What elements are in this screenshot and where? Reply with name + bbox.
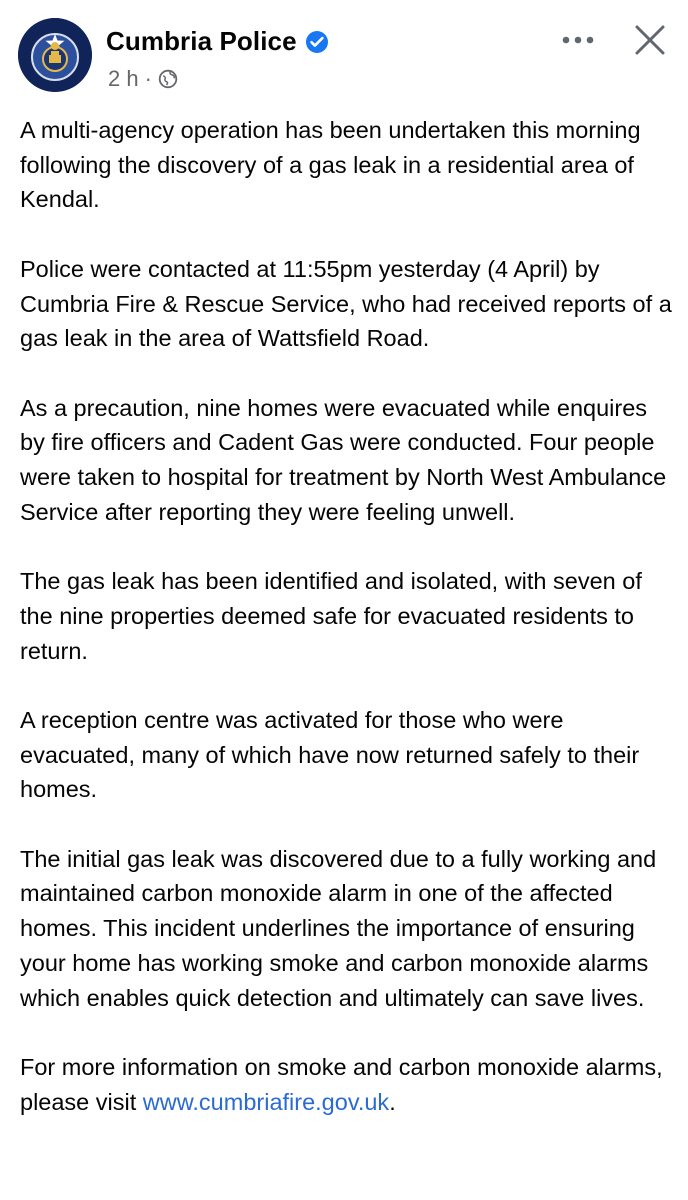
- post-paragraph: Police were contacted at 11:55pm yesterday (4 April) by Cumbria Fire & Rescue Service, who had received reports of a gas leak in the area of Wattsfield Road.: [20, 255, 672, 352]
- website-link[interactable]: www.cumbriafire.gov.uk: [142, 1088, 390, 1115]
- globe-icon: [158, 69, 178, 89]
- page-name[interactable]: Cumbria Police: [106, 26, 297, 56]
- close-icon[interactable]: [628, 18, 672, 62]
- author-row: [106, 26, 329, 57]
- more-options-icon[interactable]: [556, 22, 600, 58]
- final-punctuation: .: [389, 1088, 396, 1115]
- final-text: For more information on smoke and carbon monoxide alarms, please visit: [20, 1053, 663, 1115]
- post-final-paragraph: [20, 1050, 672, 1119]
- post-meta: [108, 66, 178, 92]
- police-crest-icon[interactable]: [18, 18, 92, 92]
- post-paragraph: A multi-agency operation has been undertaken this morning following the discovery of a gas leak in a residential area of Kendal.: [20, 117, 641, 213]
- post-header: [0, 0, 688, 105]
- post-timestamp[interactable]: 2 h: [108, 66, 139, 91]
- post-body: [20, 113, 672, 1154]
- post-paragraph: As a precaution, nine homes were evacuated while enquires by fire officers and Cadent Gas were conducted. Four people were taken to hospital for treatment by North West Ambulance Service after reporting they were feeling unwell.: [20, 394, 667, 525]
- verified-badge-icon: [305, 30, 329, 54]
- post-paragraph: The initial gas leak was discovered due to a fully working and maintained carbon monoxide alarm in one of the affected homes. This incident underlines the importance of ensuring your home has working smoke and carbon monoxide alarms which enables quick detection and ultimately can save lives.: [20, 845, 657, 1011]
- post-paragraph: A reception centre was activated for those who were evacuated, many of which have now returned safely to their homes.: [20, 706, 640, 803]
- meta-separator: ·: [144, 66, 152, 91]
- post-paragraph: The gas leak has been identified and isolated, with seven of the nine properties deemed safe for evacuated residents to return.: [20, 568, 642, 664]
